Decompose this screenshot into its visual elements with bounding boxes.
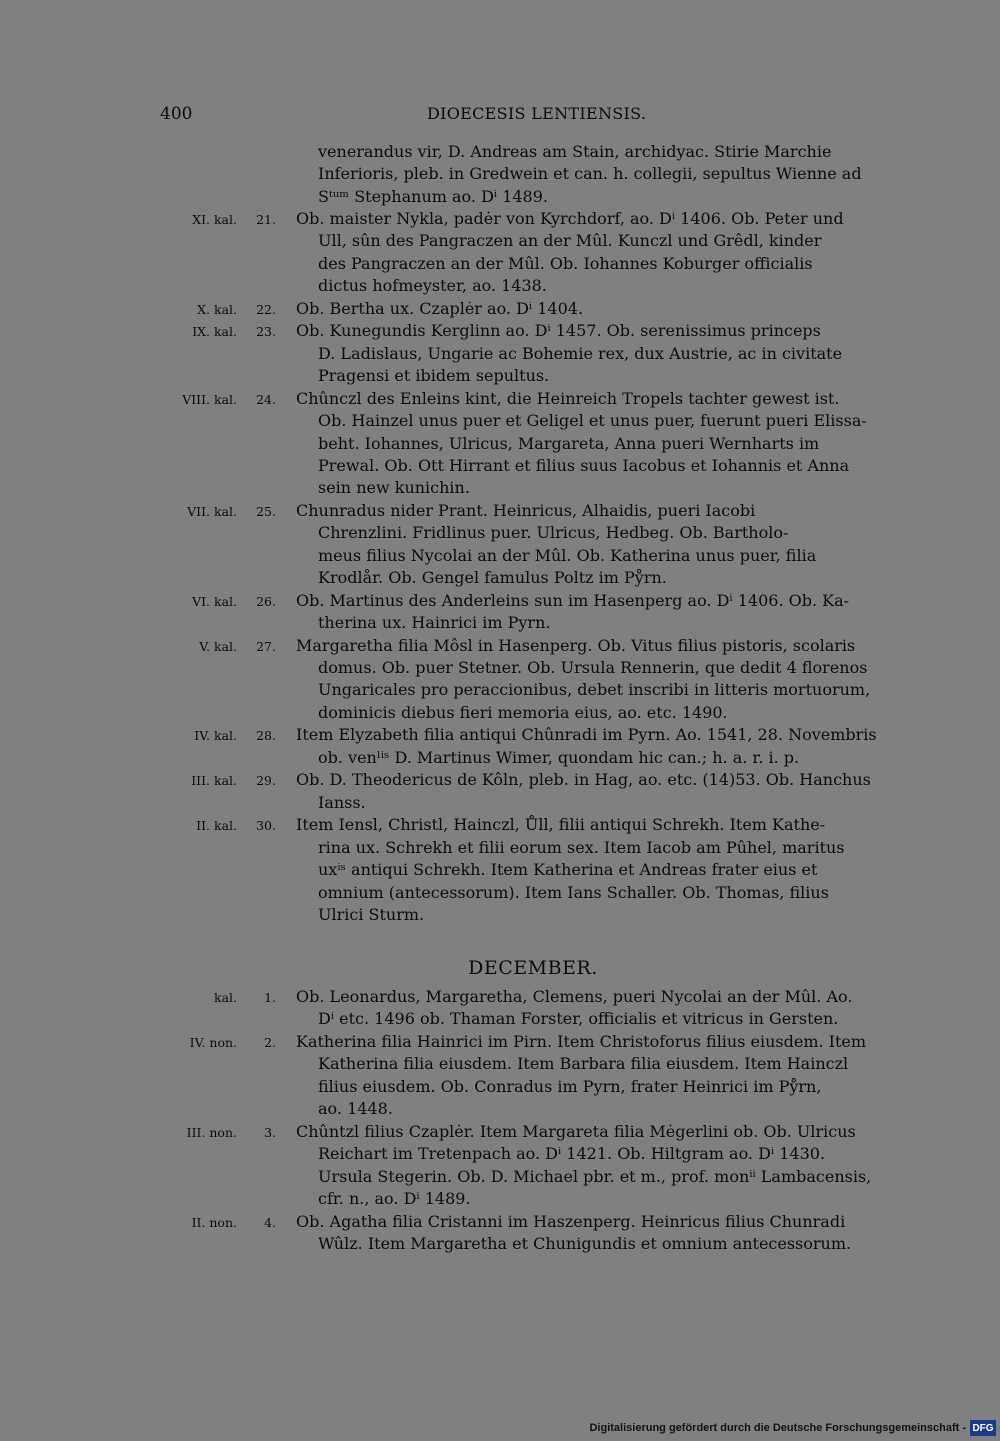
entry-line: Ob. Bertha ux. Czaplėr ao. Dⁱ 1404.: [296, 298, 584, 318]
date-label: VI. kal.: [192, 593, 237, 609]
entry-line: Chûnczl des Enleins kint, die Heinreich Tropels tachter gewest ist.: [296, 388, 840, 408]
date-label: kal.: [214, 990, 237, 1005]
day-number: 30.: [256, 818, 276, 834]
entry-line: ao. 1448.: [318, 1099, 393, 1119]
entry-line: omnium (antecessorum). Item Ians Schaller. Ob. Thomas, filius: [318, 882, 829, 902]
day-number: 24.: [256, 391, 276, 407]
entry-line: Ungaricales pro peraccionibus, debet inscribi in litteris mortuorum,: [318, 680, 871, 700]
footer-credit: [589, 1415, 1000, 1441]
entry-line: Reichart im Tretenpach ao. Dⁱ 1421. Ob. Hiltgram ao. Dⁱ 1430.: [318, 1144, 826, 1164]
entry-line: Dⁱ etc. 1496 ob. Thaman Forster, officialis et vitricus in Gersten.: [318, 1009, 839, 1029]
entry-line: domus. Ob. puer Stetner. Ob. Ursula Rennerin, que dedit 4 florenos: [318, 658, 868, 677]
entry-line: Item Iensl, Christl, Hainczl, Ůll, filii antiqui Schrekh. Item Kathe-: [296, 815, 826, 835]
day-number: 3.: [264, 1124, 276, 1140]
entry-line: Katherina filia Hainrici im Pirn. Item Christoforus filius eiusdem. Item: [296, 1031, 867, 1051]
entry-line: Ianss.: [318, 792, 366, 812]
entry-line: beht. Iohannes, Ulricus, Margareta, Anna pueri Wernharts im: [318, 433, 820, 453]
date-label: III. non.: [186, 1124, 237, 1140]
entry-line: Wûlz. Item Margaretha et Chunigundis et omnium antecessorum.: [318, 1233, 852, 1253]
entry-line: cfr. n., ao. Dⁱ 1489.: [318, 1189, 471, 1209]
entry-line: venerandus vir, D. Andreas am Stain, archidyac. Stirie Marchie: [318, 142, 832, 161]
date-label: II. kal.: [196, 818, 237, 834]
day-number: 26.: [256, 593, 276, 609]
section-title-december: DECEMBER.: [468, 957, 598, 979]
entry-line: Chûntzl filius Czaplėr. Item Margareta filia Mėgerlini ob. Ob. Ulricus: [296, 1121, 856, 1141]
entry-line: dominicis diebus fieri memoria eius, ao. etc. 1490.: [318, 702, 728, 722]
date-label: V. kal.: [199, 638, 237, 654]
entry-line: Item Elyzabeth filia antiqui Chûnradi im Pyrn. Ao. 1541, 28. Novembris: [296, 725, 877, 745]
entry-line: Ob. maister Nykla, padėr von Kyrchdorf, ao. Dⁱ 1406. Ob. Peter und: [296, 209, 844, 228]
page-number: 400: [160, 104, 193, 124]
date-label: XI. kal.: [192, 212, 237, 227]
date-label: X. kal.: [197, 301, 237, 317]
date-label: III. kal.: [191, 773, 237, 789]
entry-line: Ob. Agatha filia Cristanni im Haszenperg. Heinricus filius Chunradi: [296, 1211, 846, 1231]
running-title: DIOECESIS LENTIENSIS.: [427, 104, 647, 123]
entry-line: D. Ladislaus, Ungarie ac Bohemie rex, dux Austrie, ac in civitate: [318, 343, 843, 363]
date-label: VIII. kal.: [182, 391, 237, 407]
entry-line: des Pangraczen an der Mûl. Ob. Iohannes Koburger officialis: [318, 253, 813, 273]
day-number: 29.: [256, 773, 276, 789]
day-number: 2.: [264, 1034, 276, 1050]
entry-line: rina ux. Schrekh et filii eorum sex. Item Iacob am Pûhel, maritus: [318, 837, 845, 857]
day-number: 25.: [256, 503, 276, 519]
day-number: 4.: [264, 1214, 276, 1230]
entry-line: Chrenzlini. Fridlinus puer. Ulricus, Hedbeg. Ob. Bartholo-: [318, 523, 789, 543]
entry-line: Margaretha filia Môsl in Hasenperg. Ob. Vitus filius pistoris, scolaris: [296, 635, 856, 655]
entry-line: Ob. Kunegundis Kerglinn ao. Dⁱ 1457. Ob. serenissimus princeps: [296, 321, 821, 341]
day-number: 21.: [256, 212, 276, 227]
entry-line: Ob. D. Theodericus de Kôln, pleb. in Hag, ao. etc. (14)53. Ob. Hanchus: [296, 770, 871, 790]
date-label: VII. kal.: [187, 503, 237, 519]
date-label: II. non.: [191, 1214, 237, 1230]
entry-line: Chunradus nider Prant. Heinricus, Alhaidis, pueri Iacobi: [296, 500, 756, 520]
entry-line: Ulrici Sturm.: [318, 904, 425, 924]
entry-line: Sᵗᵘᵐ Stephanum ao. Dⁱ 1489.: [318, 186, 548, 206]
date-label: IV. non.: [189, 1034, 237, 1050]
entry-line: Ursula Stegerin. Ob. D. Michael pbr. et m., prof. monⁱⁱ Lambacensis,: [318, 1166, 872, 1186]
entry-line: Inferioris, pleb. in Gredwein et can. h. collegii, sepultus Wienne ad: [318, 164, 862, 184]
entry-line: uxⁱˢ antiqui Schrekh. Item Katherina et Andreas frater eius et: [318, 860, 818, 880]
day-number: 28.: [256, 728, 276, 744]
entry-line: Pragensi et ibidem sepultus.: [318, 366, 550, 386]
page-header: [0, 104, 1000, 128]
entry-line: Katherina filia eiusdem. Item Barbara filia eiusdem. Item Hainczl: [318, 1054, 849, 1074]
entry-line: Prewal. Ob. Ott Hirrant et filius suus Iacobus et Iohannis et Anna: [318, 455, 850, 475]
entry-line: Krodlår. Ob. Gengel famulus Poltz im Pẙrn.: [318, 568, 667, 588]
entry-line: ob. venˡⁱˢ D. Martinus Wimer, quondam hic can.; h. a. r. i. p.: [318, 747, 800, 767]
entry-line: sein new kunichin.: [318, 478, 470, 498]
date-label: IX. kal.: [192, 324, 237, 340]
entry-line: filius eiusdem. Ob. Conradus im Pyrn, frater Heinrici im Pẙrn,: [318, 1076, 822, 1096]
entry-line: meus filius Nycolai an der Mûl. Ob. Katherina unus puer, filia: [318, 545, 817, 565]
day-number: 27.: [256, 638, 276, 654]
entry-line: Ob. Hainzel unus puer et Geligel et unus puer, fuerunt pueri Elissa-: [318, 411, 867, 431]
day-number: 1.: [264, 990, 276, 1005]
dfg-logo: DFG: [970, 1420, 996, 1436]
entry-line: Ob. Leonardus, Margaretha, Clemens, pueri Nycolai an der Mûl. Ao.: [296, 987, 853, 1006]
footer-text: Digitalisierung gefördert durch die Deutsche Forschungsgemeinschaft -: [589, 1422, 966, 1434]
entry-line: dictus hofmeyster, ao. 1438.: [318, 276, 547, 296]
day-number: 22.: [256, 301, 276, 317]
day-number: 23.: [256, 324, 276, 340]
entry-line: Ull, sûn des Pangraczen an der Mûl. Kunczl und Grêdl, kinder: [318, 231, 822, 251]
entry-line: therina ux. Hainrici im Pyrn.: [318, 613, 551, 633]
date-label: IV. kal.: [194, 728, 237, 744]
entry-line: Ob. Martinus des Anderleins sun im Hasenperg ao. Dⁱ 1406. Ob. Ka-: [296, 590, 850, 610]
